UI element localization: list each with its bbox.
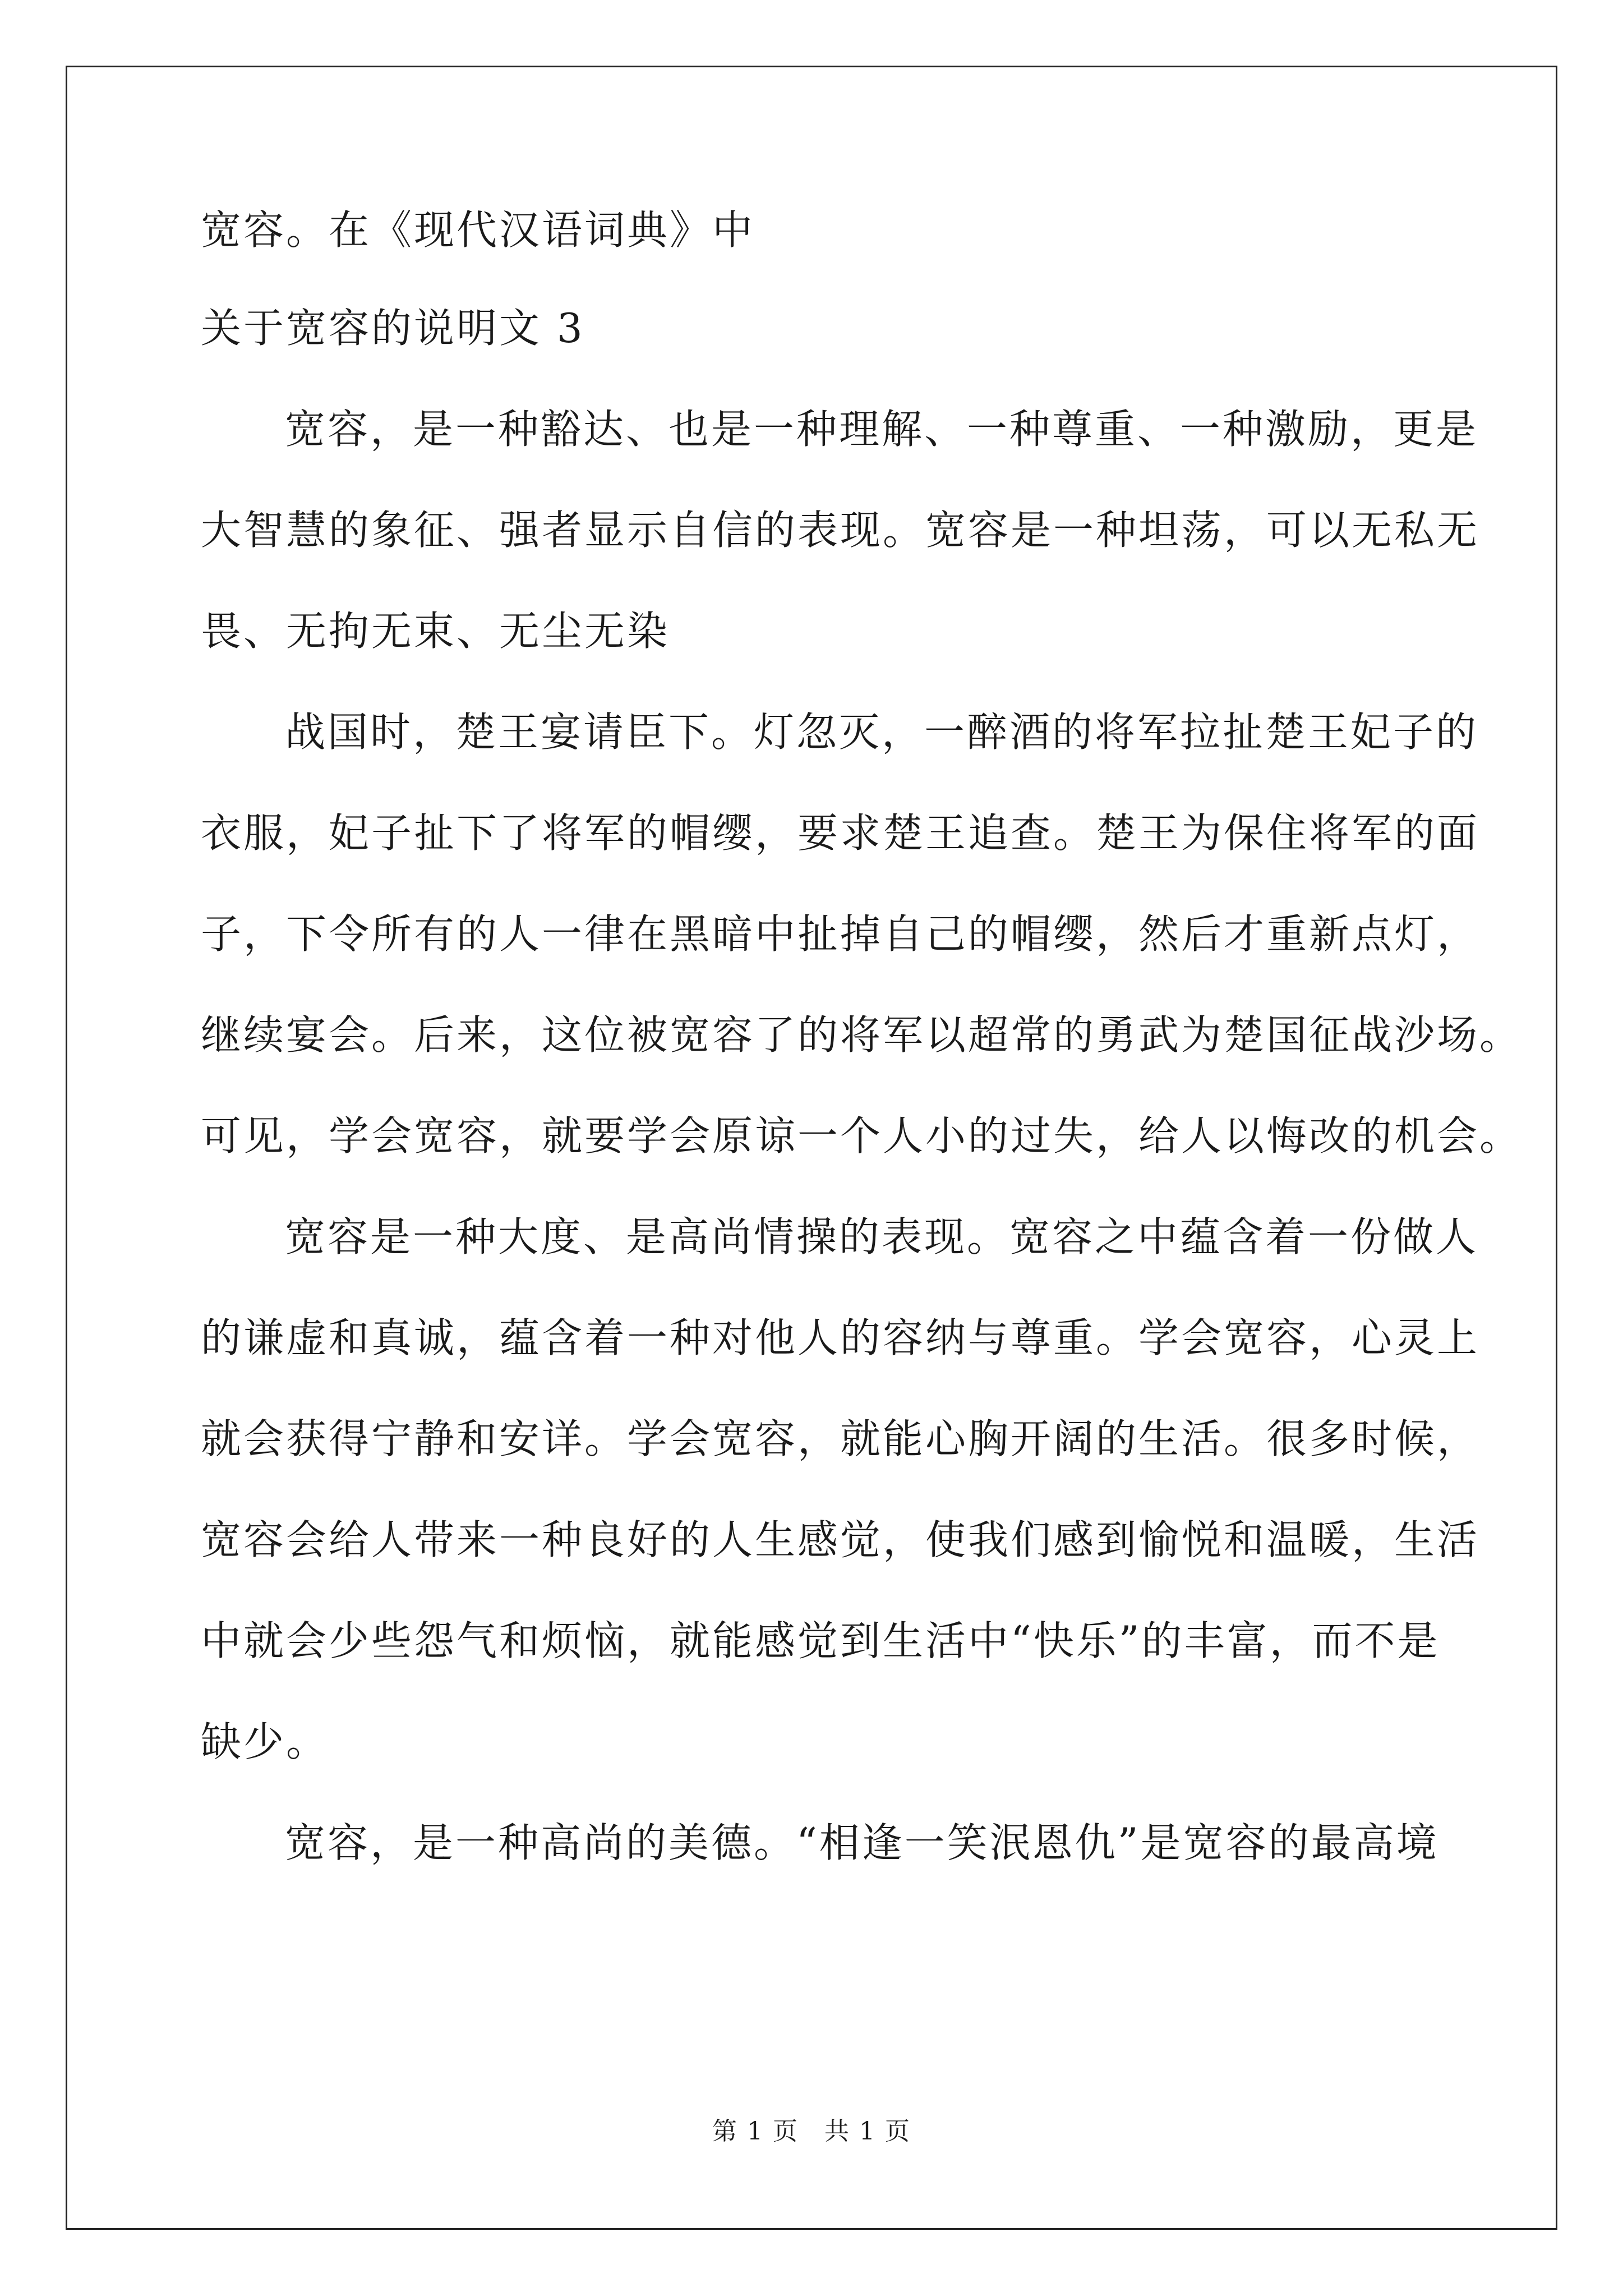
text-line: 战国时，楚王宴请臣下。灯忽灭，一醉酒的将军拉扯楚王妃子的 — [285, 708, 1479, 756]
text-line: 衣服，妃子扯下了将军的帽缨，要求楚王追查。楚王为保住将军的面 — [201, 809, 1480, 857]
text-line: 的谦虚和真诚，蕴含着一种对他人的容纳与尊重。学会宽容，心灵上 — [201, 1314, 1480, 1361]
text-line: 宽容会给人带来一种良好的人生感觉，使我们感到愉悦和温暖，生活 — [201, 1516, 1480, 1563]
text-line: 缺少。 — [201, 1718, 329, 1765]
text-line: 宽容，是一种豁达、也是一种理解、一种尊重、一种激励，更是 — [285, 406, 1479, 453]
text-line: 大智慧的象征、强者显示自信的表现。宽容是一种坦荡，可以无私无 — [201, 507, 1480, 554]
page-number: 第 1 页 共 1 页 — [712, 2117, 911, 2146]
text-line: 子，下令所有的人一律在黑暗中扯掉自己的帽缨，然后才重新点灯， — [201, 910, 1480, 958]
text-line: 可见，学会宽容，就要学会原谅一个人小的过失，给人以悔改的机会。 — [201, 1112, 1523, 1159]
text-line: 宽容，是一种高尚的美德。“相逢一笑泯恩仇”是宽容的最高境 — [285, 1819, 1439, 1866]
text-line: 畏、无拘无束、无尘无染 — [201, 608, 670, 655]
text-line: 宽容是一种大度、是高尚情操的表现。宽容之中蕴含着一份做人 — [285, 1213, 1479, 1260]
text-line: 宽容。在《现代汉语词典》中 — [201, 206, 755, 254]
text-line: 就会获得宁静和安详。学会宽容，就能心胸开阔的生活。很多时候， — [201, 1415, 1480, 1462]
text-line: 中就会少些怨气和烦恼，就能感觉到生活中“快乐”的丰富，而不是 — [201, 1617, 1440, 1664]
section-title: 关于宽容的说明文 3 — [201, 305, 585, 352]
text-line: 继续宴会。后来，这位被宽容了的将军以超常的勇武为楚国征战沙场。 — [201, 1011, 1523, 1059]
